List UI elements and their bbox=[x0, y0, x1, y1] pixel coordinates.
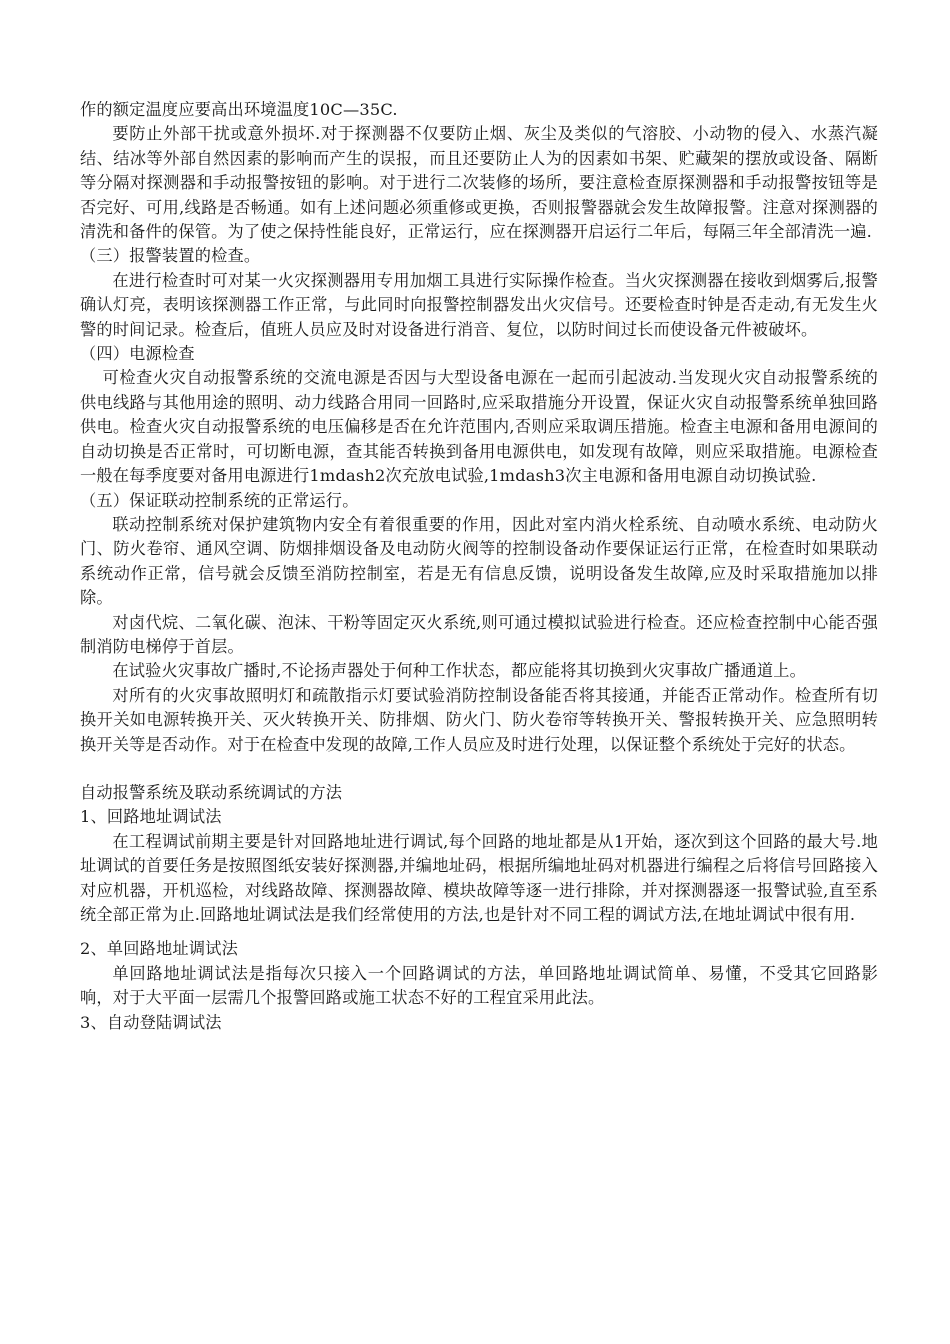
paragraph: 在试验火灾事故广播时,不论扬声器处于何种工作状态，都应能将其切换到火灾事故广播通道上。 bbox=[112, 661, 807, 681]
paragraph: 联动控制系统对保护建筑物内安全有着很重要的作用，因此对室内消火栓系统、自动喷水系统、电动防火门、防火卷帘、通风空调、防烟排烟设备及电动防火阀等的控制设备动作要保证运行正常，在检查时如果联动系统动作正常，信号就会反馈至消防控制室，若是无有信息反馈，说明设备发生故障,应及时采取措施加以排除。 bbox=[80, 514, 878, 608]
spacer bbox=[80, 927, 878, 937]
subsection-heading: 2、单回路地址调试法 bbox=[80, 939, 238, 959]
section-heading: （五）保证联动控制系统的正常运行。 bbox=[80, 490, 359, 510]
subsection-heading: 3、自动登陆调试法 bbox=[80, 1012, 222, 1032]
paragraph: 作的额定温度应要高出环境温度10C—35C. bbox=[80, 100, 398, 119]
paragraph: 单回路地址调试法是指每次只接入一个回路调试的方法，单回路地址调试简单、易懂，不受其它回路影响，对于大平面一层需几个报警回路或施工状态不好的工程宜采用此法。 bbox=[80, 963, 878, 1008]
paragraph: 对卤代烷、二氧化碳、泡沫、干粉等固定灭火系统,则可通过模拟试验进行检查。还应检查控制中心能否强制消防电梯停于首层。 bbox=[80, 612, 878, 656]
paragraph: 要防止外部干扰或意外损坏.对于探测器不仅要防止烟、灰尘及类似的气溶胶、小动物的侵入、水蒸汽凝结、结冰等外部自然因素的影响而产生的误报，而且还要防止人为的因素如书架、贮藏架的摆放或设备、隔断等分隔对探测器和手动报警按钮的影响。对于进行二次装修的场所，要注意检查原探测器和手动报警按钮等是否完好、可用,线路是否畅通。如有上述问题必须重修或更换，否则报警器就会发生故障报警。注意对探测器的清洗和备件的保管。为了使之保持性能良好，正常运行，应在探测器开启运行二年后，每隔三年全部清洗一遍. bbox=[80, 124, 878, 242]
section-heading: （三）报警装置的检查。 bbox=[80, 246, 261, 266]
paragraph: 对所有的火灾事故照明灯和疏散指示灯要试验消防控制设备能否将其接通，并能否正常动作。检查所有切换开关如电源转换开关、灭火转换开关、防排烟、防火门、防火卷帘等转换开关、警报转换开关、应急照明转换开关等是否动作。对于在检查中发现的故障,工作人员应及时进行处理，以保证整个系统处于完好的状态。 bbox=[80, 685, 878, 754]
section-heading: （四）电源检查 bbox=[80, 344, 195, 364]
document-page bbox=[80, 98, 878, 1035]
paragraph: 在工程调试前期主要是针对回路地址进行调试,每个回路的地址都是从1开始，逐次到这个回路的最大号.地址调试的首要任务是按照图纸安装好探测器,并编地址码，根据所编地址码对机器进行编程之后将信号回路接入对应机器，开机巡检，对线路故障、探测器故障、模块故障等逐一进行排除，并对探测器逐一报警试验,直至系统全部正常为止.回路地址调试法是我们经常使用的方法,也是针对不同工程的调试方法,在地址调试中很有用. bbox=[80, 831, 878, 924]
spacer bbox=[80, 757, 878, 781]
paragraph: 可检查火灾自动报警系统的交流电源是否因与大型设备电源在一起而引起波动.当发现火灾自动报警系统的供电线路与其他用途的照明、动力线路合用同一回路时,应采取措施分开设置，保证火灾自动报警系统单独回路供电。检查火灾自动报警系统的电压偏移是否在允许范围内,否则应采取调压措施。检查主电源和备用电源间的自动切换是否正常时，可切断电源，查其能否转换到备用电源供电，如发现有故障，则应采取措施。电源检查一般在每季度要对备用电源进行1mdash2次充放电试验,1mdash3次主电源和备用电源自动切换试验. bbox=[80, 368, 878, 486]
document-subtitle: 自动报警系统及联动系统调试的方法 bbox=[80, 782, 343, 802]
subsection-heading: 1、回路地址调试法 bbox=[80, 807, 222, 827]
paragraph: 在进行检查时可对某一火灾探测器用专用加烟工具进行实际操作检查。当火灾探测器在接收到烟雾后,报警确认灯亮，表明该探测器工作正常，与此同时向报警控制器发出火灾信号。还要检查时钟是否走动,有无发生火警的时间记录。检查后，值班人员应及时对设备进行消音、复位，以防时间过长而使设备元件被破坏。 bbox=[80, 270, 878, 339]
